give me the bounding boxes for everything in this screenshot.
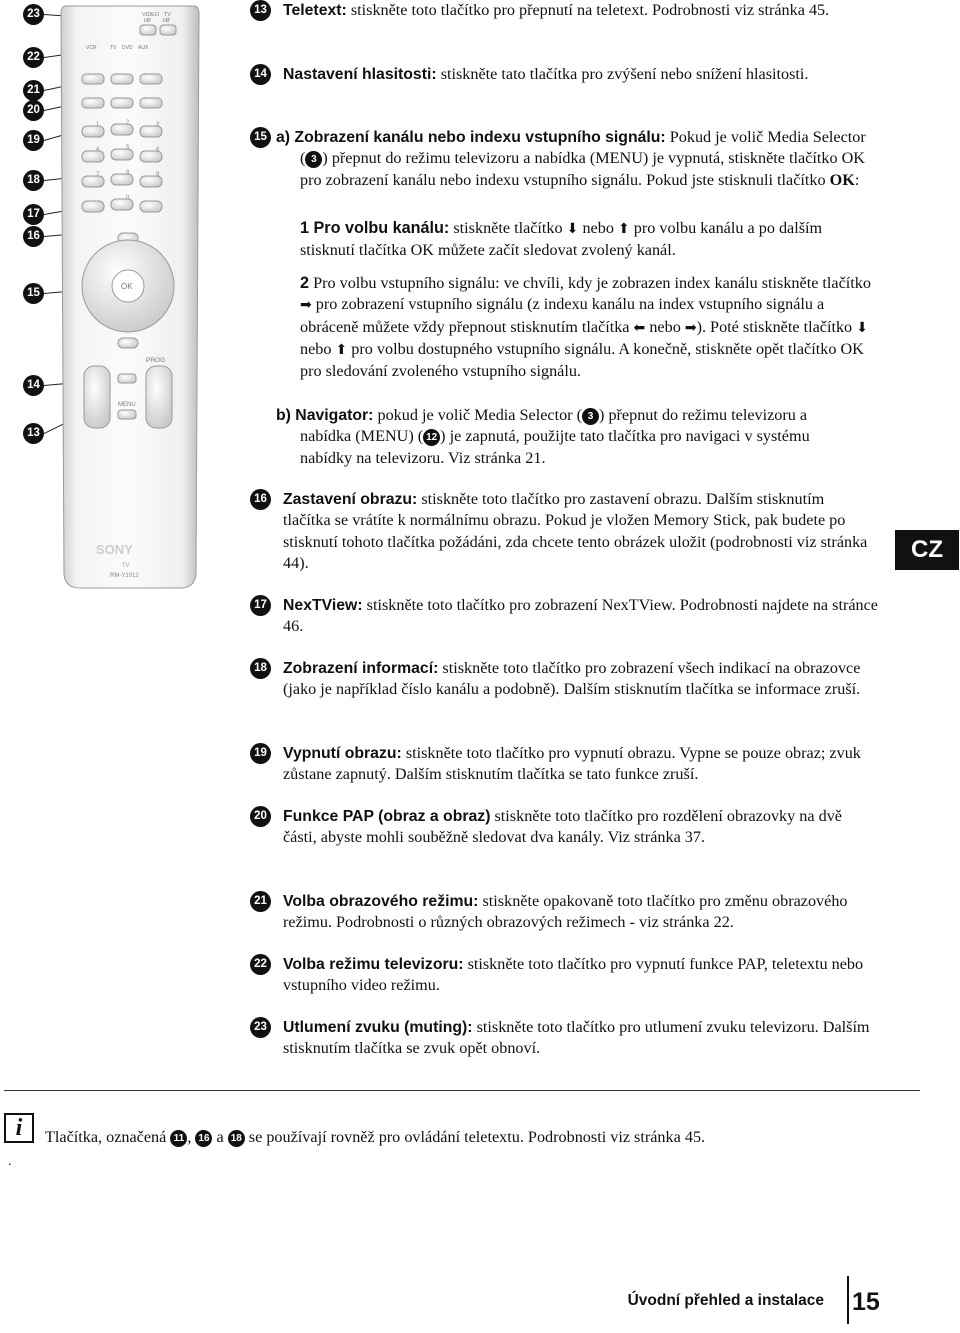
key-label-7: 7 — [96, 172, 100, 178]
sub2-text-3: nebo — [645, 317, 685, 336]
callout-badge-20: 20 — [23, 100, 44, 121]
arrow-left-icon: ⬅ — [633, 319, 646, 336]
item-title-22: Volba režimu televizoru: — [283, 956, 464, 973]
callout-badge-15: 15 — [23, 283, 44, 304]
ref-badge-18: 18 — [228, 1130, 245, 1147]
sub1-text-3: pro volbu kanálu a po dalším stisknutí tlačítka OK můžete začít sledovat zvolený kanál. — [300, 219, 823, 260]
prog-rocker — [146, 366, 172, 428]
key-label-6: 6 — [156, 147, 160, 153]
item-16 — [254, 489, 873, 574]
item-title-14: Nastavení hlasitosti: — [283, 66, 437, 83]
prog-label: PROG — [146, 357, 166, 364]
item-text-14: stiskněte tato tlačítka pro zvýšení nebo snížení hlasitosti. — [436, 65, 809, 83]
footer-divider — [847, 1276, 849, 1324]
item-badge-23: 23 — [250, 1017, 271, 1038]
arrow-down-icon: ⬇ — [856, 319, 868, 336]
key-label-3: 3 — [156, 122, 160, 128]
ref-badge-3: 3 — [582, 408, 599, 425]
sub2-text-1: Pro volbu vstupního signálu: ve chvíli, kdy je zobrazen index kanálu stiskněte tlačítko — [309, 274, 871, 292]
item-text-17: stiskněte toto tlačítko pro zobrazení NexTView. Podrobnosti najdete na stránce 46. — [283, 596, 878, 636]
key-label-0: 0 — [126, 195, 130, 201]
item-text-22: stiskněte toto tlačítko pro vypnutí funkce PAP, teletextu nebo vstupního video režimu. — [283, 955, 864, 995]
item-21 — [254, 891, 883, 934]
ref-badge-12: 12 — [423, 429, 440, 446]
item-18 — [254, 658, 883, 701]
page-number: 15 — [852, 1288, 880, 1316]
item-text-20: stiskněte toto tlačítko pro rozdělení obrazovky na dvě části, abyste mohli souběžně sledovat dva kanály. Viz stránka 37. — [283, 807, 842, 847]
item-badge-21: 21 — [250, 891, 271, 912]
arrow-up-icon: ⬆ — [335, 341, 348, 358]
remote-label-tv-source: TV — [110, 45, 117, 51]
item-title-13: Teletext: — [283, 2, 347, 19]
sub2-text-6: pro volbu dostupného vstupního signálu. A konečně, stiskněte opět tlačítko OK pro sledování zvoleného vstupního signálu. — [300, 339, 864, 381]
item-badge-16: 16 — [250, 489, 271, 510]
key-label-2: 2 — [126, 120, 130, 126]
item-17 — [254, 595, 883, 638]
item-title-19: Vypnutí obrazu: — [283, 745, 402, 762]
item-title-18: Zobrazení informací: — [283, 660, 439, 677]
item-15-sub2 — [300, 273, 875, 382]
item-23 — [254, 1017, 883, 1060]
volume-rocker — [84, 366, 110, 428]
item-badge-17: 17 — [250, 595, 271, 616]
menu-button — [118, 410, 136, 419]
ok-label: OK — [121, 282, 133, 291]
item-title-23: Utlumení zvuku (muting): — [283, 1019, 473, 1036]
item-19 — [254, 743, 883, 786]
item-title-16: Zastavení obrazu: — [283, 491, 418, 508]
stray-mark: . — [8, 1154, 12, 1169]
footer-section-title: Úvodní přehled a instalace — [627, 1292, 824, 1309]
remote-label-tv: TV — [164, 12, 172, 18]
arrow-up-icon: ⬆ — [617, 221, 630, 237]
remote-tv-label: TV — [122, 563, 130, 569]
remote-label-vcr: VCR — [86, 45, 97, 51]
item-text-15b-1: pokud je volič Media Selector ( — [373, 406, 583, 424]
item-title-20: Funkce PAP (obraz a obraz) — [283, 808, 491, 825]
item-text-15b-3: ) je zapnutá, použijte tato tlačítka pro navigaci v systému nabídky na televizoru. Viz stránka 21. — [300, 427, 810, 467]
item-text-23: stiskněte toto tlačítko pro utlumení zvuku televizoru. Dalším stisknutím tlačítka se zvuk opět obnoví. — [283, 1018, 870, 1058]
item-text-13: stiskněte toto tlačítko pro přepnutí na teletext. Podrobnosti viz stránka 45. — [346, 1, 830, 19]
ref-badge-11: 11 — [170, 1130, 187, 1147]
note-text-4: se používají rovněž pro ovládání teletextu. Podrobnosti viz stránka 45. — [244, 1128, 706, 1146]
note-text-1: Tlačítka, označená — [45, 1128, 171, 1146]
remote-label-aux: AUX — [138, 45, 149, 51]
callout-badge-14: 14 — [23, 375, 44, 396]
item-13 — [254, 0, 883, 21]
item-text-18: stiskněte toto tlačítko pro zobrazení všech indikací na obrazovce (jako je například číslo kanálu a podobně). Dalším stisknutím tlačítka se informace zruší. — [283, 659, 861, 699]
item-badge-14: 14 — [250, 64, 271, 85]
sub2-text-5: nebo — [300, 339, 336, 358]
note-divider — [4, 1090, 920, 1091]
item-15-sub1 — [300, 218, 875, 262]
key-label-8: 8 — [126, 170, 130, 176]
item-title-17: NexTView: — [283, 597, 363, 614]
arrow-right-icon: ➡ — [300, 297, 312, 314]
sub2-text-4: ). Poté stiskněte tlačítko — [696, 317, 857, 336]
arrow-down-icon: ⬇ — [566, 221, 579, 237]
language-tab: CZ — [895, 530, 959, 570]
callout-badge-22: 22 — [23, 47, 44, 68]
video-power-button — [140, 25, 156, 35]
item-text-19: stiskněte toto tlačítko pro vypnutí obrazu. Vypne se pouze obraz; zvuk zůstane zapnutý. Dalším stisknutím tlačítka se tato funkce zruší. — [283, 744, 861, 784]
item-text-15a-3: : — [854, 170, 860, 189]
note-text — [45, 1128, 705, 1147]
remote-model: RM-Y1012 — [110, 573, 139, 579]
key-label-9: 9 — [156, 172, 160, 178]
tv-power-button — [160, 25, 176, 35]
remote-control-illustration — [60, 4, 200, 590]
remote-brand-logo: SONY — [96, 542, 133, 557]
callout-badge-23: 23 — [23, 4, 44, 25]
key-label-1: 1 — [96, 122, 100, 128]
ref-badge-16: 16 — [195, 1130, 212, 1147]
down-arrow-button — [118, 338, 138, 348]
arrow-right-icon: ➡ — [684, 319, 697, 336]
item-text-16: stiskněte toto tlačítko pro zastavení obrazu. Dalším stisknutím tlačítka se vrátíte k normálnímu obrazu. Pokud je vložen Memory Stick, pak budete po stisknutí tohoto tlačítka požádáni, zda chcete tento obrázek uložit (podrobnosti viz stránka 44). — [283, 490, 868, 572]
callout-badge-19: 19 — [23, 130, 44, 151]
sub1-head: 1 Pro volbu kanálu: — [300, 219, 450, 237]
key-label-5: 5 — [126, 145, 130, 151]
remote-label-tv-io: I/Ø — [163, 18, 170, 24]
sub1-text-1: stiskněte tlačítko — [449, 219, 567, 237]
item-badge-22: 22 — [250, 954, 271, 975]
item-title-21: Volba obrazového režimu: — [283, 893, 479, 910]
info-icon: i — [4, 1113, 34, 1143]
key-label-4: 4 — [96, 147, 100, 153]
callout-badge-13: 13 — [23, 423, 44, 444]
item-badge-15: 15 — [250, 127, 271, 148]
remote-label-dvd: DVD — [122, 45, 133, 51]
item-14 — [254, 64, 883, 85]
sub2-text-2: pro zobrazení vstupního signálu (z indexu kanálu na index vstupního signálu a obráceně můžete vždy přepnout stisknutím tlačítka — [300, 295, 825, 336]
ref-badge-3: 3 — [305, 151, 322, 168]
item-badge-13: 13 — [250, 0, 271, 21]
item-text-15b-2: ) přepnut do režimu televizoru a nabídka (MENU) ( — [300, 406, 808, 446]
item-badge-19: 19 — [250, 743, 271, 764]
item-text-15a-2: ) přepnut do režimu televizoru a nabídka (MENU) je vypnutá, stiskněte tlačítko OK pro zobrazení kanálu nebo indexu vstupního signálu. Pokud jste stisknuli tlačítko — [300, 149, 865, 189]
item-15-a — [254, 127, 875, 191]
sub1-text-2: nebo — [578, 219, 618, 237]
item-badge-20: 20 — [250, 806, 271, 827]
remote-label-video: VIDEO — [142, 12, 160, 18]
callout-badge-21: 21 — [23, 80, 44, 101]
callout-badge-16: 16 — [23, 226, 44, 247]
item-15-b — [276, 405, 845, 469]
item-22 — [254, 954, 883, 997]
item-text-21: stiskněte opakovaně toto tlačítko pro změnu obrazového režimu. Podrobnosti o různých obrazových režimech - viz stránka 22. — [283, 892, 848, 932]
item-text-15a-1: Pokud je volič Media Selector ( — [300, 128, 866, 168]
sub2-head: 2 — [300, 274, 310, 292]
item-title-15b: b) Navigator: — [276, 407, 374, 424]
item-badge-18: 18 — [250, 658, 271, 679]
teletext-button — [118, 374, 136, 383]
note-text-2: , — [187, 1128, 196, 1146]
menu-label: MENU — [118, 402, 136, 408]
item-20 — [254, 806, 843, 849]
ok-emphasis: OK — [829, 170, 855, 189]
item-title-15a: a) Zobrazení kanálu nebo indexu vstupního signálu: — [276, 129, 666, 146]
note-text-3: a — [212, 1128, 228, 1146]
remote-label-video-io: I/Ø — [144, 18, 151, 24]
callout-badge-17: 17 — [23, 204, 44, 225]
callout-badge-18: 18 — [23, 170, 44, 191]
